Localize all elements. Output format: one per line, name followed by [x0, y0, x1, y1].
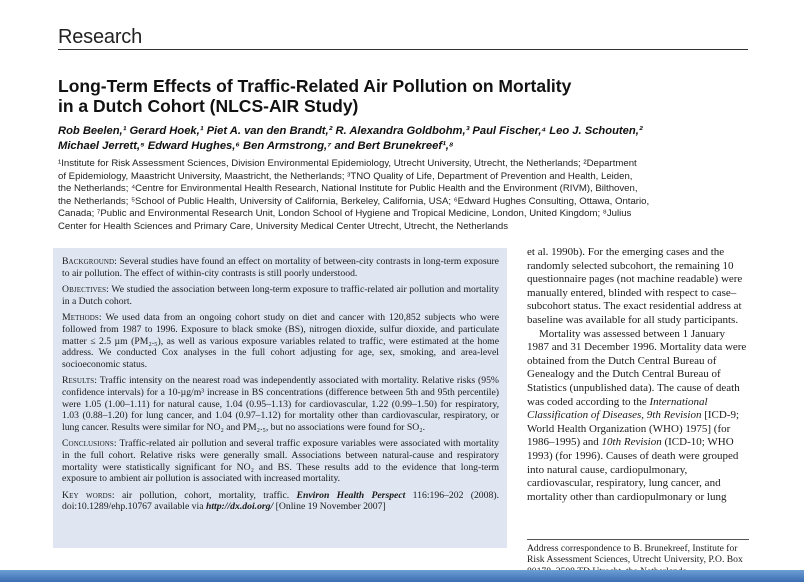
objectives-text: We studied the association between long-term exposure to traffic-related air pollution and mortality in a Dutch cohort. [62, 284, 499, 307]
body-column-right [527, 246, 747, 504]
citation-text: 116:196–202 (2008). doi:10.1289/ehp.10767 available via [62, 489, 499, 513]
mortality-text-b: [ICD-9; World Health Organization (WHO) 1975] (for 1986–1995) and [527, 409, 740, 449]
abstract-methods [62, 312, 499, 370]
authors-line-2: Michael Jerrett,⁵ Edward Hughes,⁶ Ben Armstrong,⁷ and Bert Brunekreef¹,⁸ [58, 139, 454, 152]
conclusions-text: Traffic-related air pollution and several traffic exposure variables were associated with mortality in the full cohort. Relative risks were generally small. Associations between natural-cause and respiratory mortality were statistically significant for NO₂ and BS. These results add to the evidence that long-term exposure to ambient air pollution is associated with increased mortality. [62, 438, 499, 485]
methods-heading: Methods: [62, 312, 102, 324]
title-line-1: Long-Term Effects of Traffic-Related Air Pollution on Mortality [58, 76, 572, 96]
abstract-background [62, 256, 499, 279]
section-rule [58, 49, 748, 50]
background-text: Several studies have found an effect on mortality of between-city contrasts in long-term exposure to air pollution. The effect of within-city contrasts is still poorly understood. [62, 256, 499, 279]
results-heading: Results: [62, 375, 97, 387]
keywords-text: air pollution, cohort, mortality, traffic. [114, 489, 290, 501]
icd9-title: International Classification of Diseases, 9th Revision [527, 395, 708, 422]
background-heading: Background: [62, 256, 117, 267]
affiliation-line: ¹Institute for Risk Assessment Sciences, Division Environmental Epidemiology, Utrecht University, Utrecht, the Netherlands; ²Department [58, 158, 637, 169]
footnote-rule [527, 539, 749, 540]
affiliation-line: of Epidemiology, Maastricht University, Maastricht, the Netherlands; ³TNO Quality of Life, Department of Prevention and Health, Leiden, [58, 170, 633, 182]
bottom-scrollbar[interactable] [0, 570, 804, 582]
correspondence-note: Address correspondence to B. Brunekreef, Institute for Risk Assessment Sciences, Utrecht University, P.O. Box [527, 543, 743, 566]
affiliation-line: the Netherlands; ⁴Centre for Environmental Health Research, National Institute for Public Health and the Environment (RIVM), Bilthoven, [58, 183, 638, 195]
journal-name: Environ Health Perspect [296, 489, 406, 501]
authors-line-1: Rob Beelen,¹ Gerard Hoek,¹ Piet A. van den Brandt,² R. Alexandra Goldbohm,³ Paul Fischer,⁴ Leo J. Schouten,² [58, 125, 643, 137]
objectives-heading: Objectives: [62, 284, 109, 296]
abstract-objectives [62, 284, 499, 307]
mortality-text-c: (ICD-10; WHO 1993) (for 1996). Causes of death were grouped into natural cause, cardiopulmonary, cardiovascular, respiratory, lung cancer, and mortality other than cardiopulmonary or lung [527, 436, 739, 503]
body-paragraph-1: et al. 1990b). For the emerging cases and the randomly selected subcohort, the remaining 10 questionnaire pages (not machine readable) were manually entered, blinded with respect to case–subcohort status. The exact residential address at baseline was available for all study participants. [527, 246, 743, 326]
abstract-conclusions [62, 438, 499, 484]
affiliation-line: Center for Health Sciences and Primary Care, University Medical Center Utrecht, Utrecht, the Netherlands [58, 220, 509, 232]
section-label: Research [58, 26, 142, 48]
author-list [58, 124, 758, 153]
icd10-title: 10th Revision [601, 436, 662, 449]
body-paragraph-2 [527, 328, 747, 505]
methods-text: We used data from an ongoing cohort study on diet and cancer with 120,852 subjects who were followed from 1987 to 1996. Exposure to black smoke (BS), nitrogen dioxide, sulfur dioxide, and particulate matter ≤ 2.5 µm (PM₂.₅), as well as various exposure variables related to traffic, were estimated at the home address. We conducted Cox analyses in the full cohort adjusting for age, sex, smoking, and area-level socioeconomic status. [62, 312, 499, 370]
article-title [58, 76, 748, 116]
online-date: [Online 19 November 2007] [273, 501, 386, 513]
affiliations [58, 158, 758, 234]
mortality-text-a: Mortality was assessed between 1 January 1987 and 31 December 1996. Mortality data were obtained from the Dutch Central Bureau of Genealogy and the Dutch Central Bureau of Statistics (unpublished data). The cause of death was coded according to the [527, 327, 747, 408]
results-text: Traffic intensity on the nearest road was independently associated with mortality. Relative risks (95% confidence intervals) for a 10-µg/m³ increase in BS concentrations (difference between 5th and 95th percentile) were 1.05 (1.00–1.11) for natural cause, 1.04 (0.95–1.13) for cardiovascular, 1.22 (0.99–1.50) for respiratory, 1.03 (0.88–1.20) for lung cancer, and 1.04 (0.97–1.12) for mortality other than cardiovascular, respiratory, or lung cancer. Results were similar for NO₂ and PM₂.₅, but no associations were found for SO₂. [62, 375, 499, 433]
abstract-keywords [62, 490, 499, 513]
affiliation-line: Canada; ⁷Public and Environmental Research Unit, London School of Hygiene and Tropical Medicine, London, United Kingdom; ⁸Julius [58, 208, 632, 220]
abstract-box [53, 248, 507, 548]
title-line-2: in a Dutch Cohort (NLCS-AIR Study) [58, 96, 359, 116]
affiliation-line: the Netherlands; ⁵School of Public Health, University of California, Berkeley, California, USA; ⁶Edward Hughes Consulting, Ottawa, Ontario, [58, 195, 650, 207]
abstract-results [62, 375, 499, 433]
doi-link[interactable]: http://dx.doi.org/ [205, 501, 274, 513]
conclusions-heading: Conclusions: [62, 438, 117, 450]
keywords-heading: Key words: [62, 489, 115, 501]
